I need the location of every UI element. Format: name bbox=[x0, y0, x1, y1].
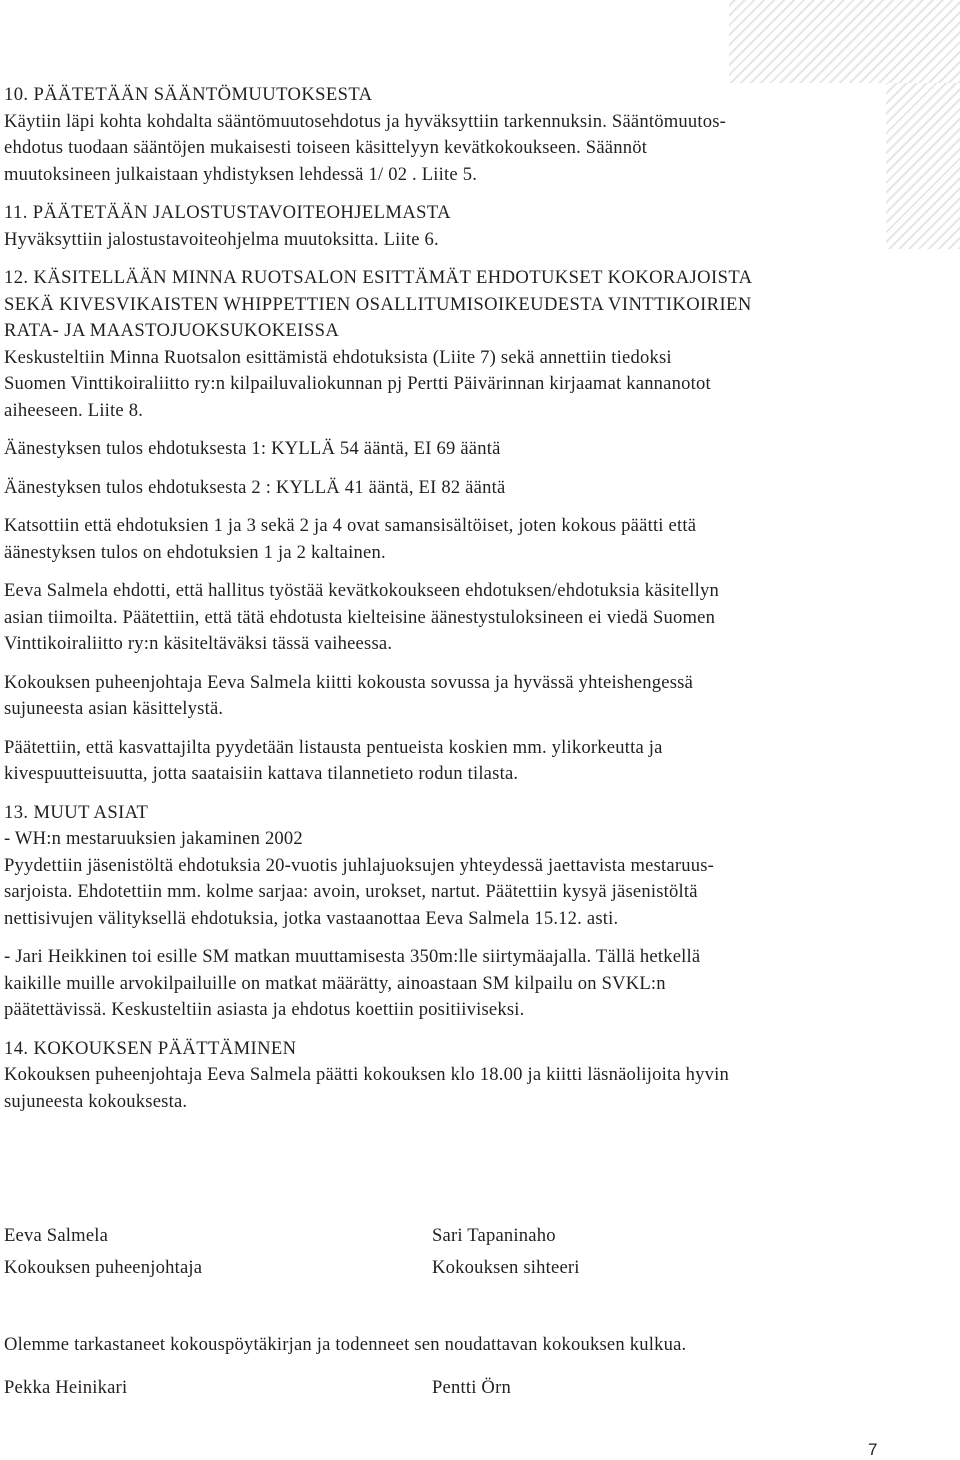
paragraph-line: asian tiimoilta. Päätettiin, että tätä ehdotusta kielteisine äänestystuloksineen ei viedä Suomen bbox=[4, 606, 716, 628]
paragraph-line: - Jari Heikkinen toi esille SM matkan muuttamisesta 350m:lle siirtymäajalla. Tällä hetkellä bbox=[4, 946, 701, 967]
paragraph-thanks bbox=[4, 670, 884, 723]
section-11-heading: 11. PÄÄTETÄÄN JALOSTUSTAVOITEOHJELMASTA bbox=[4, 202, 451, 223]
section-12-heading: RATA- JA MAASTOJUOKSUKOKEISSA bbox=[4, 320, 340, 341]
side-hatch-decoration bbox=[886, 83, 960, 249]
section-10-line: Käytiin läpi kohta kohdalta sääntömuutosehdotus ja hyväksyttiin tarkennuksin. Sääntömuutos- bbox=[4, 110, 727, 132]
paragraph-line: Eeva Salmela ehdotti, että hallitus työstää kevätkokoukseen ehdotuksen/ehdotuksia käsitellyn bbox=[4, 580, 719, 601]
paragraph-line: kivespuutteisuutta, jotta saataisiin kattava tilannetieto rodun tilasta. bbox=[4, 763, 519, 784]
paragraph-line: äänestyksen tulos on ehdotuksien 1 ja 2 kaltainen. bbox=[4, 541, 386, 563]
signature-chair bbox=[4, 1220, 202, 1284]
reviewer-name: Pekka Heinikari bbox=[4, 1377, 128, 1398]
corner-hatch-decoration bbox=[729, 0, 960, 83]
signature-secretary bbox=[432, 1220, 580, 1284]
section-14-heading: 14. KOKOUKSEN PÄÄTTÄMINEN bbox=[4, 1037, 297, 1059]
vote-result-1 bbox=[4, 436, 884, 463]
page-number: 7 bbox=[868, 1440, 878, 1459]
reviewer-2 bbox=[432, 1372, 511, 1404]
minutes-body bbox=[4, 82, 884, 1127]
section-13-line: - WH:n mestaruuksien jakaminen 2002 bbox=[4, 828, 303, 849]
section-11-line: Hyväksyttiin jalostustavoiteohjelma muutoksitta. Liite 6. bbox=[4, 228, 439, 250]
section-12-line: Suomen Vinttikoiraliitto ry:n kilpailuvaliokunnan pj Pertti Päivärinnan kirjaamat kannanotot bbox=[4, 373, 711, 394]
section-13 bbox=[4, 800, 884, 933]
signature-name: Eeva Salmela bbox=[4, 1225, 109, 1246]
paragraph-line: Katsottiin että ehdotuksien 1 ja 3 sekä 2 ja 4 ovat samansisältöiset, joten kokous päätti että bbox=[4, 515, 697, 536]
section-10-line: ehdotus tuodaan sääntöjen mukaisesti toiseen käsittelyyn kevätkokoukseen. Säännöt bbox=[4, 137, 648, 158]
section-10-line: muutoksineen julkaistaan yhdistyksen lehdessä 1/ 02 . Liite 5. bbox=[4, 163, 478, 185]
paragraph-line: Päätettiin, että kasvattajilta pyydetään listausta pentueista koskien mm. ylikorkeutta ja bbox=[4, 736, 663, 758]
section-12-line: Keskusteltiin Minna Ruotsalon esittämistä ehdotuksista (Liite 7) sekä annettiin tiedoksi bbox=[4, 346, 672, 368]
paragraph-proposal bbox=[4, 578, 884, 658]
section-13-sm-distance bbox=[4, 944, 884, 1024]
section-10-heading: 10. PÄÄTETÄÄN SÄÄNTÖMUUTOKSESTA bbox=[4, 84, 373, 105]
section-12-heading: 12. KÄSITELLÄÄN MINNA RUOTSALON ESITTÄMÄT EHDOTUKSET KOKORAJOISTA bbox=[4, 267, 753, 288]
paragraph-line: Vinttikoiraliitto ry:n käsiteltäväksi tässä vaiheessa. bbox=[4, 633, 393, 654]
section-13-line: Pyydettiin jäsenistöltä ehdotuksia 20-vuotis juhlajuoksujen yhteydessä jaettavista mestaruus- bbox=[4, 854, 715, 876]
section-14 bbox=[4, 1036, 884, 1116]
section-12-line: aiheeseen. Liite 8. bbox=[4, 399, 144, 421]
section-13-line: sarjoista. Ehdotettiin mm. kolme sarjaa: avoin, urokset, nartut. Päätettiin kysyä jäsenistöltä bbox=[4, 881, 698, 902]
section-12-heading: SEKÄ KIVESVIKAISTEN WHIPPETTIEN OSALLITUMISOIKEUDESTA VINTTIKOIRIEN bbox=[4, 293, 752, 315]
reviewer-1 bbox=[4, 1372, 127, 1404]
vote-result-2-text: Äänestyksen tulos ehdotuksesta 2 : KYLLÄ 41 ääntä, EI 82 ääntä bbox=[4, 476, 506, 498]
paragraph-breeders bbox=[4, 735, 884, 788]
vote-result-2 bbox=[4, 475, 884, 502]
signature-name: Sari Tapaninaho bbox=[432, 1225, 556, 1246]
review-statement bbox=[4, 1329, 686, 1361]
section-11 bbox=[4, 200, 884, 253]
paragraph-line: kaikille muille arvokilpailuille on matkat määrätty, ainoastaan SM kilpailu on SVKL:n bbox=[4, 972, 666, 994]
section-12 bbox=[4, 265, 884, 424]
section-14-line: sujuneesta kokouksesta. bbox=[4, 1090, 188, 1112]
vote-result-1-text: Äänestyksen tulos ehdotuksesta 1: KYLLÄ 54 ääntä, EI 69 ääntä bbox=[4, 438, 501, 459]
reviewer-name: Pentti Örn bbox=[432, 1377, 511, 1398]
signature-role: Kokouksen sihteeri bbox=[432, 1257, 580, 1278]
section-13-heading: 13. MUUT ASIAT bbox=[4, 801, 149, 823]
section-13-line: nettisivujen välityksellä ehdotuksia, jotka vastaanottaa Eeva Salmela 15.12. asti. bbox=[4, 907, 619, 929]
paragraph-line: Kokouksen puheenjohtaja Eeva Salmela kiitti kokousta sovussa ja hyvässä yhteishengessä bbox=[4, 671, 694, 693]
section-14-line: Kokouksen puheenjohtaja Eeva Salmela päätti kokouksen klo 18.00 ja kiitti läsnäolijoita hyvin bbox=[4, 1064, 730, 1085]
signature-role: Kokouksen puheenjohtaja bbox=[4, 1257, 203, 1278]
review-statement-text: Olemme tarkastaneet kokouspöytäkirjan ja todenneet sen noudattavan kokouksen kulkua. bbox=[4, 1334, 687, 1355]
paragraph-line: sujuneesta asian käsittelystä. bbox=[4, 698, 224, 719]
section-10 bbox=[4, 82, 884, 188]
paragraph-line: päätettävissä. Keskusteltiin asiasta ja ehdotus koettiin positiiviseksi. bbox=[4, 999, 525, 1020]
paragraph-equivalence bbox=[4, 513, 884, 566]
